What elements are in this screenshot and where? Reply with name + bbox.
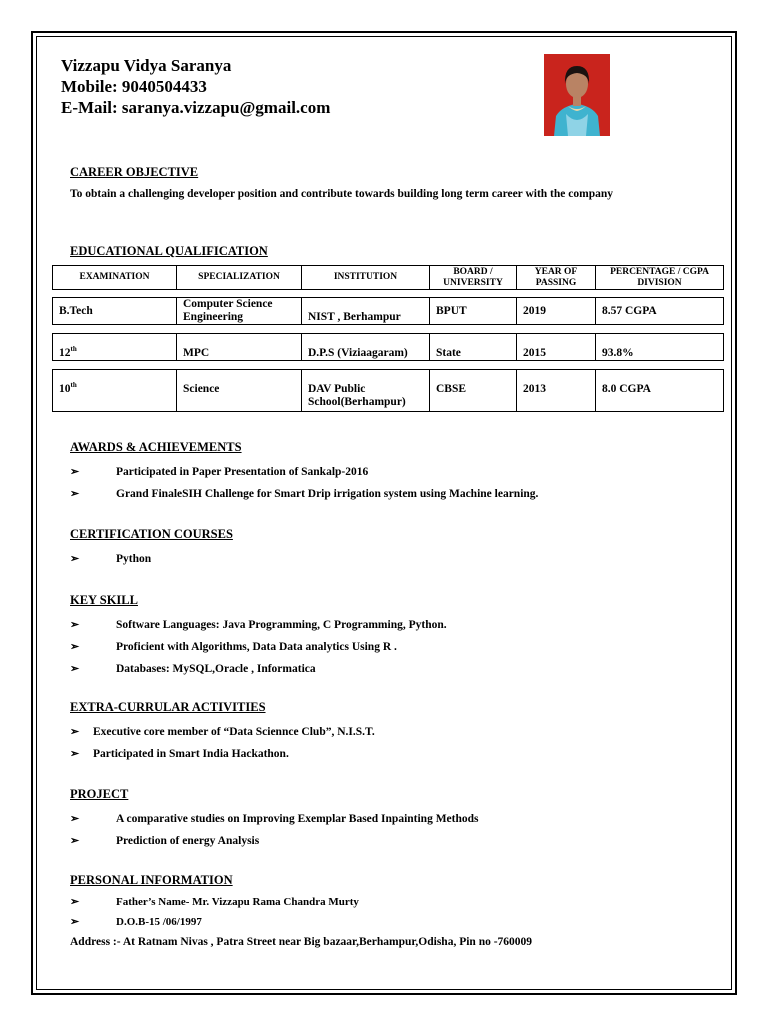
- arrow-bullet-icon: ➢: [70, 835, 80, 847]
- column-header: BOARD / UNIVERSITY: [430, 266, 517, 290]
- project-heading: PROJECT: [70, 787, 129, 801]
- profile-photo: [544, 54, 610, 136]
- list-item: ➢ Databases: MySQL,Oracle , Informatica: [70, 658, 690, 680]
- column-header: YEAR OF PASSING: [517, 266, 596, 290]
- arrow-bullet-icon: ➢: [70, 726, 80, 738]
- column-header: INSTITUTION: [302, 266, 430, 290]
- extra-curricular-section: [70, 700, 690, 765]
- list-item: ➢ A comparative studies on Improving Exemplar Based Inpainting Methods: [70, 808, 690, 830]
- list-item: ➢ Proficient with Algorithms, Data Data analytics Using R .: [70, 636, 690, 658]
- column-header: SPECIALIZATION: [177, 266, 302, 290]
- mobile-number: Mobile: 9040504433: [61, 77, 207, 96]
- table-cell: D.P.S (Viziaagaram): [302, 334, 430, 361]
- table-cell: 2013: [517, 370, 596, 412]
- table-cell: Computer Science Engineering: [177, 298, 302, 325]
- table-cell: BPUT: [430, 298, 517, 325]
- arrow-bullet-icon: ➢: [70, 553, 80, 565]
- candidate-name: Vizzapu Vidya Saranya: [61, 56, 232, 75]
- table-cell: DAV Public School(Berhampur): [302, 370, 430, 412]
- education-row-btech: [52, 297, 724, 325]
- column-header: PERCENTAGE / CGPA DIVISION: [596, 266, 724, 290]
- arrow-bullet-icon: ➢: [70, 916, 80, 928]
- arrow-bullet-icon: ➢: [70, 896, 80, 908]
- table-cell: 2019: [517, 298, 596, 325]
- personal-info-section: [70, 873, 690, 932]
- list-item: ➢ D.O.B-15 /06/1997: [70, 912, 690, 932]
- table-cell: NIST , Berhampur: [302, 298, 430, 325]
- education-section: [70, 244, 268, 259]
- education-row-10th: [52, 369, 724, 412]
- column-header: EXAMINATION: [53, 266, 177, 290]
- list-item: ➢ Grand FinaleSIH Challenge for Smart Drip irrigation system using Machine learning.: [70, 483, 690, 505]
- certification-heading: CERTIFICATION COURSES: [70, 527, 233, 541]
- career-objective-text: To obtain a challenging developer position and contribute towards building long term career with the company: [70, 188, 613, 200]
- education-row-12th: [52, 333, 724, 361]
- table-cell: B.Tech: [53, 298, 177, 325]
- list-item: ➢ Executive core member of “Data Sciennce Club”, N.I.S.T.: [70, 721, 690, 743]
- arrow-bullet-icon: ➢: [70, 619, 80, 631]
- table-cell: 12th: [53, 334, 177, 361]
- arrow-bullet-icon: ➢: [70, 466, 80, 478]
- list-item: ➢ Software Languages: Java Programming, C Programming, Python.: [70, 614, 690, 636]
- table-cell: State: [430, 334, 517, 361]
- key-skill-section: [70, 593, 690, 680]
- table-cell: 93.8%: [596, 334, 724, 361]
- arrow-bullet-icon: ➢: [70, 813, 80, 825]
- list-item: ➢ Participated in Smart India Hackathon.: [70, 743, 690, 765]
- list-item: ➢ Father’s Name- Mr. Vizzapu Rama Chandra Murty: [70, 892, 690, 912]
- extra-curricular-heading: EXTRA-CURRULAR ACTIVITIES: [70, 700, 266, 714]
- list-item: ➢ Prediction of energy Analysis: [70, 830, 690, 852]
- awards-section: [70, 440, 690, 505]
- table-cell: 10th: [53, 370, 177, 412]
- table-cell: MPC: [177, 334, 302, 361]
- certification-section: [70, 527, 690, 570]
- contact-header: [61, 55, 330, 118]
- arrow-bullet-icon: ➢: [70, 748, 80, 760]
- table-cell: CBSE: [430, 370, 517, 412]
- table-cell: 2015: [517, 334, 596, 361]
- arrow-bullet-icon: ➢: [70, 641, 80, 653]
- email-address: E-Mail: saranya.vizzapu@gmail.com: [61, 98, 331, 117]
- education-table-header: [52, 265, 724, 290]
- arrow-bullet-icon: ➢: [70, 663, 80, 675]
- arrow-bullet-icon: ➢: [70, 488, 80, 500]
- career-objective-section: [70, 165, 198, 180]
- career-objective-heading: CAREER OBJECTIVE: [70, 165, 199, 179]
- education-heading: EDUCATIONAL QUALIFICATION: [70, 244, 268, 258]
- list-item: ➢ Participated in Paper Presentation of Sankalp-2016: [70, 461, 690, 483]
- key-skill-heading: KEY SKILL: [70, 593, 138, 607]
- project-section: [70, 787, 690, 852]
- personal-info-heading: PERSONAL INFORMATION: [70, 873, 233, 887]
- list-item: ➢ Python: [70, 548, 690, 570]
- address-line: Address :- At Ratnam Nivas , Patra Street near Big bazaar,Berhampur,Odisha, Pin no -760009: [70, 936, 533, 948]
- table-cell: Science: [177, 370, 302, 412]
- awards-heading: AWARDS & ACHIEVEMENTS: [70, 440, 242, 454]
- table-cell: 8.0 CGPA: [596, 370, 724, 412]
- table-cell: 8.57 CGPA: [596, 298, 724, 325]
